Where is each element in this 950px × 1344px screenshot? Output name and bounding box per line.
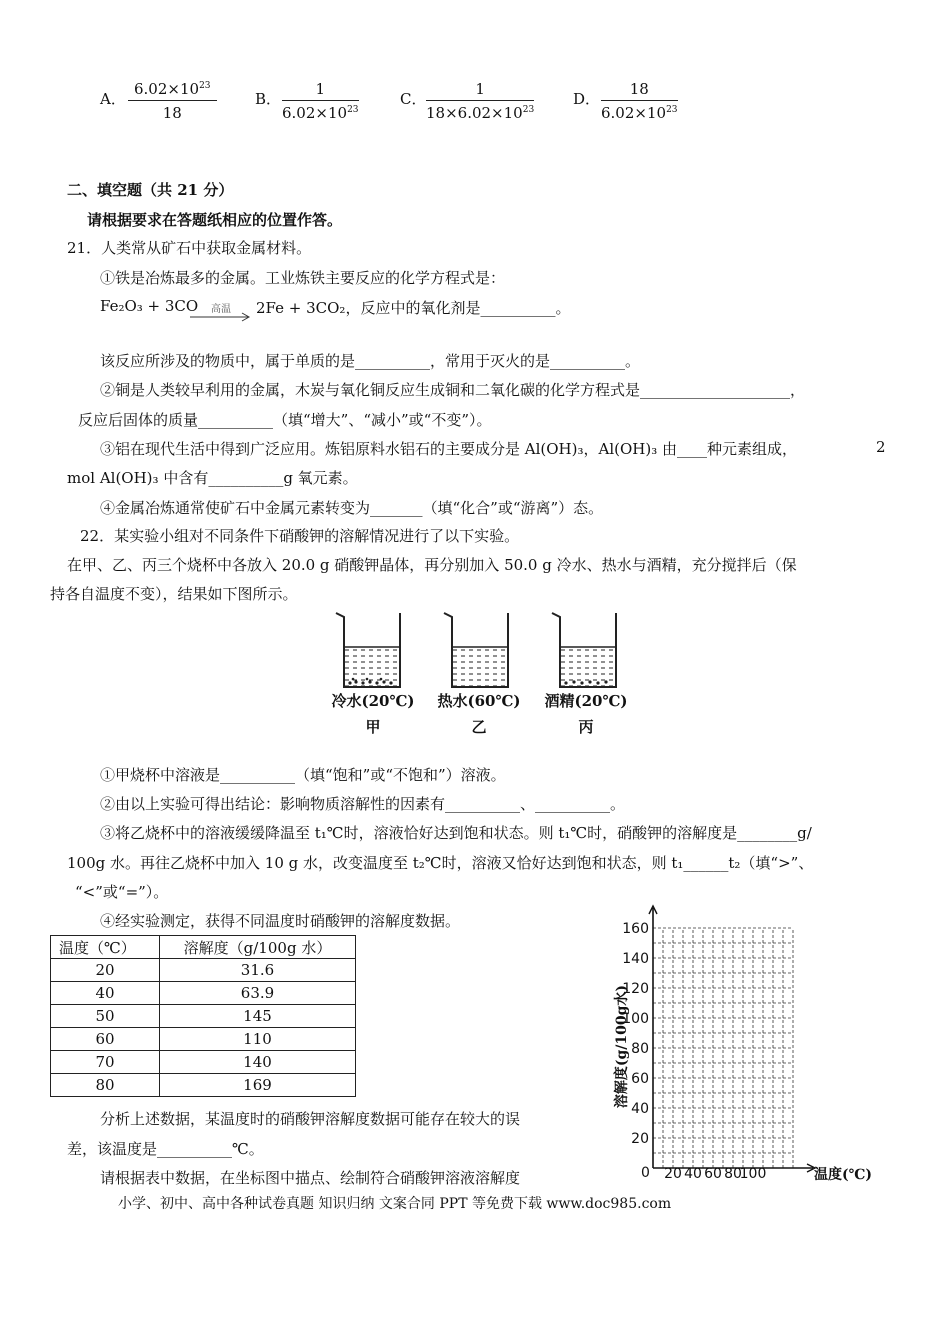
q21-part1b: 该反应所涉及的物质中，属于单质的是__________，常用于灭火的是__________。	[100, 352, 641, 370]
q21-part3a: ③铝在现代生活中得到广泛应用。炼铝原料水铝石的主要成分是 Al(OH)₃，Al(OH)₃ 由____种元素组成，	[100, 440, 797, 458]
q22-s1: ①甲烧杯中溶液是__________（填“饱和”或“不饱和”）溶液。	[100, 766, 506, 784]
graph-axes	[649, 906, 815, 1172]
x-tick-label: 80	[724, 1166, 742, 1182]
table-header-temp: 温度（℃）	[51, 936, 160, 959]
q22-s2: ②由以上实验可得出结论：影响物质溶解性的因素有__________、__________。	[100, 795, 626, 813]
option-b-fraction: $\frac{1}{6.02\times 10^{23}}$	[282, 80, 359, 122]
q22-draw: 请根据表中数据，在坐标图中描点、绘制符合硝酸钾溶液溶解度	[100, 1169, 521, 1187]
option-a-fraction: $\frac{6.02\times 10^{23}}{18}$	[128, 80, 217, 122]
beaker-yi-condition: 热水(60℃)	[437, 692, 521, 710]
table-header-row	[51, 936, 356, 959]
beaker-bing	[552, 613, 616, 687]
table-header-solubility: 溶解度（g/100g 水）	[160, 936, 356, 959]
solubility-graph	[598, 890, 918, 1190]
q21-part1: ①铁是冶炼最多的金属。工业炼铁主要反应的化学方程式是：	[100, 269, 506, 287]
table-row: 70 140	[51, 1051, 356, 1074]
y-tick-label: 160	[622, 921, 649, 937]
option-d-fraction: $\frac{18}{6.02\times 10^{23}}$	[601, 80, 678, 122]
y-tick-label: 80	[631, 1041, 649, 1057]
x-tick-label: 40	[684, 1166, 702, 1182]
graph-y-label: 溶解度(g/100g水)	[614, 985, 630, 1109]
table-row: 60 110	[51, 1028, 356, 1051]
graph-x-ticks	[664, 1166, 766, 1182]
x-tick-label: 20	[664, 1166, 682, 1182]
q22-s3b: 100g 水。再往乙烧杯中加入 10 g 水，改变温度至 t₂℃时，溶液又恰好达到饱和状态，则 t₁______t₂（填“>”、	[67, 854, 814, 872]
q22-s3a: ③将乙烧杯中的溶液缓缓降温至 t₁℃时，溶液恰好达到饱和状态。则 t₁℃时，硝酸钾的溶解度是________g/	[100, 824, 812, 842]
y-tick-label: 20	[631, 1131, 649, 1147]
q21-part4: ④金属冶炼通常使矿石中金属元素转变为_______（填“化合”或“游离”）态。	[100, 499, 604, 517]
table-row: 40 63.9	[51, 982, 356, 1005]
q21-stem: 21．人类常从矿石中获取金属材料。	[67, 239, 312, 257]
arrow-icon	[190, 300, 252, 322]
beaker-yi	[444, 613, 508, 687]
q21-part3a-tail: 2	[876, 438, 886, 456]
option-a-letter: A．	[100, 90, 126, 108]
beaker-bing-name: 丙	[578, 718, 594, 736]
footer: 小学、初中、高中各种试卷真题 知识归纳 文案合同 PPT 等免费下载 www.doc985.com	[118, 1196, 672, 1212]
y-tick-label: 100	[622, 1011, 649, 1027]
y-tick-label: 40	[631, 1101, 649, 1117]
q21-equation-right: 2Fe + 3CO₂，反应中的氧化剂是__________。	[256, 299, 571, 317]
reaction-arrow	[190, 300, 252, 322]
reaction-condition: 高温	[211, 304, 231, 315]
q21-part2a: ②铜是人类较早利用的金属，木炭与氧化铜反应生成铜和二氧化碳的化学方程式是____________________，	[100, 381, 806, 399]
y-tick-label: 120	[622, 981, 649, 997]
option-c-letter: C．	[400, 90, 427, 108]
solubility-table	[50, 935, 356, 1097]
x-tick-label: 60	[704, 1166, 722, 1182]
q22-desc-b: 持各自温度不变），结果如下图所示。	[50, 585, 298, 603]
q22-s4: ④经实验测定，获得不同温度时硝酸钾的溶解度数据。	[100, 912, 461, 930]
option-c-fraction: $\frac{1}{18\times 6.02\times 10^{23}}$	[426, 80, 535, 122]
section-title: 二、填空题（共 21 分）	[67, 181, 234, 199]
option-d-letter: D．	[573, 90, 601, 108]
q21-equation-left: Fe₂O₃ + 3CO	[100, 297, 199, 315]
beakers-illustration	[320, 605, 640, 695]
table-row: 50 145	[51, 1005, 356, 1028]
beaker-jia-condition: 冷水(20℃)	[331, 692, 415, 710]
beaker-bing-condition: 酒精(20℃)	[544, 692, 628, 710]
beaker-jia-name: 甲	[365, 718, 381, 736]
table-row: 80 169	[51, 1074, 356, 1097]
y-tick-label: 60	[631, 1071, 649, 1087]
beaker-jia	[336, 613, 400, 687]
q21-part3b: mol Al(OH)₃ 中含有__________g 氧元素。	[67, 469, 358, 487]
graph-origin: 0	[641, 1165, 650, 1181]
y-tick-label: 140	[622, 951, 649, 967]
instruction: 请根据要求在答题纸相应的位置作答。	[87, 211, 343, 229]
q22-s3c: “<”或“=”）。	[75, 883, 169, 901]
graph-grid	[653, 928, 793, 1168]
q22-analysis-b: 差，该温度是__________℃。	[67, 1140, 264, 1158]
table-row: 20 31.6	[51, 959, 356, 982]
q22-analysis-a: 分析上述数据，某温度时的硝酸钾溶解度数据可能存在较大的误	[100, 1110, 521, 1128]
q22-desc-a: 在甲、乙、丙三个烧杯中各放入 20.0 g 硝酸钾晶体，再分别加入 50.0 g 冷水、热水与酒精，充分搅拌后（保	[67, 556, 797, 574]
q22-stem: 22．某实验小组对不同条件下硝酸钾的溶解情况进行了以下实验。	[80, 527, 520, 545]
q21-part2b: 反应后固体的质量__________（填“增大”、“减小”或“不变”）。	[78, 411, 492, 429]
x-tick-label: 100	[739, 1166, 767, 1182]
beaker-yi-name: 乙	[471, 718, 487, 736]
option-b-letter: B．	[255, 90, 282, 108]
graph-x-label: 温度(℃)	[814, 1167, 873, 1183]
